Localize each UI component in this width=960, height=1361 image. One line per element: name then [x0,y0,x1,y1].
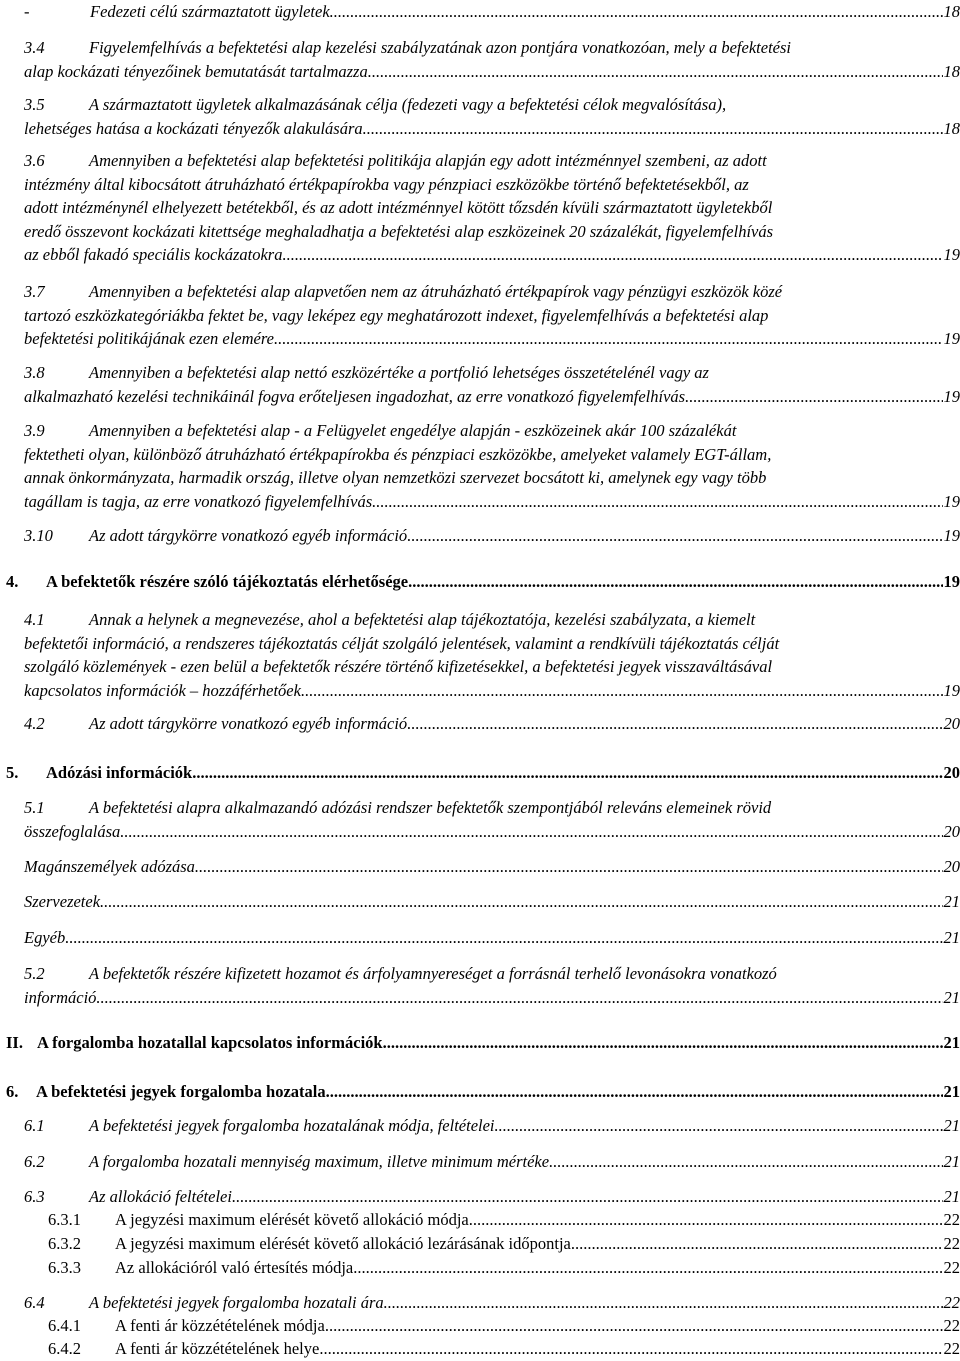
toc-entry[interactable] [6,1080,960,1104]
toc-number: II. [6,1031,37,1055]
toc-title: A forgalomba hozatali mennyiség maximum, illetve minimum mértéke [89,1152,549,1171]
toc-entry[interactable] [48,1208,960,1232]
toc-page-number: 20 [943,761,960,785]
toc-entry[interactable] [6,761,960,785]
toc-entry[interactable] [48,1256,960,1280]
toc-entry[interactable] [24,712,960,736]
toc-entry[interactable] [24,419,960,513]
toc-title: Adózási információk [46,763,192,782]
toc-page-number: 21 [943,1031,960,1055]
toc-title-line: befektetői információ, a rendszeres tájékoztatás célját szolgáló jelentések, valamint a rendkívüli tájékoztatás célját [24,632,960,656]
toc-entry[interactable] [24,524,960,548]
dot-leader [325,1314,943,1338]
dot-leader [469,1208,943,1232]
dot-leader [408,570,942,594]
toc-number: 6.3.3 [48,1256,115,1280]
toc-number: 6.4 [24,1291,89,1315]
toc-page-number: 19 [943,327,960,351]
dot-leader [232,1185,943,1209]
toc-entry[interactable] [24,890,960,914]
toc-title-line: eredő összevont kockázati kitettsége meghaladhatja a befektetési alap eszközeinek 20 százalékát, figyelemfelhívás [24,220,960,244]
toc-title-line: Amennyiben a befektetési alap befektetési politikája alapján egy adott intézménnyel szembeni, az adott [89,151,767,170]
toc-number: 6. [6,1080,36,1104]
toc-page-number: 19 [943,679,960,703]
dot-leader [65,926,942,950]
toc-number: 3.7 [24,280,89,304]
toc-title: Szervezetek [24,890,100,914]
dot-leader [192,761,942,785]
toc-entry[interactable] [24,1291,960,1315]
dot-leader [685,385,942,409]
toc-title-line: alap kockázati tényezőinek bemutatását tartalmazza [24,60,368,84]
toc-title: A fenti ár közzétételének módja [115,1316,325,1335]
toc-page-number: 20 [943,820,960,844]
toc-page-number: 19 [943,490,960,514]
toc-number: 4.1 [24,608,89,632]
toc-page-number: 20 [943,712,960,736]
dot-leader [368,60,943,84]
toc-number: 6.3.1 [48,1208,115,1232]
dot-leader [330,0,943,24]
toc-page-number: 18 [943,60,960,84]
toc-entry[interactable] [24,1150,960,1174]
toc-number: - [24,0,90,24]
toc-title-line: tartozó eszközkategóriákba fektet be, vagy leképez egy meghatározott indexet, figyelemfelhívás a befektetési alap [24,304,960,328]
toc-entry[interactable] [6,1031,960,1055]
toc-title-line: Figyelemfelhívás a befektetési alap kezelési szabályzatának azon pontjára vonatkozóan, mely a befektetési [89,38,791,57]
toc-title: A befektetési jegyek forgalomba hozatalának módja, feltételei [89,1116,495,1135]
toc-page-number: 19 [943,385,960,409]
toc-entry[interactable] [24,93,960,140]
toc-page-number: 21 [943,1185,960,1209]
toc-number: 3.4 [24,36,89,60]
dot-leader [96,986,942,1010]
toc-entry[interactable] [24,855,960,879]
toc-number: 5.2 [24,962,89,986]
dot-leader [100,890,942,914]
dot-leader [384,1291,943,1315]
toc-title: Az adott tárgykörre vonatkozó egyéb információ [89,714,407,733]
toc-number: 6.3 [24,1185,89,1209]
toc-page-number: 21 [943,890,960,914]
toc-page-number: 19 [943,524,960,548]
toc-title: Az allokáció feltételei [89,1187,232,1206]
toc-entry[interactable] [24,962,960,1009]
dot-leader [407,524,942,548]
toc-page-number: 22 [943,1337,960,1361]
toc-entry[interactable] [24,796,960,843]
dot-leader [326,1080,943,1104]
dot-leader [383,1031,943,1055]
dot-leader [274,327,943,351]
toc-title-line: információ [24,986,96,1010]
toc-title-line: Amennyiben a befektetési alap - a Felügyelet engedélye alapján - eszközeinek akár 100 százalékát [89,421,736,440]
toc-number: 3.5 [24,93,89,117]
dot-leader [372,490,942,514]
toc-entry[interactable] [24,149,960,267]
toc-page-number: 22 [943,1256,960,1280]
toc-title-line: annak önkormányzata, harmadik ország, illetve olyan nemzetközi szervezet bocsátott ki, amelynek egy vagy több [24,466,960,490]
toc-number: 6.1 [24,1114,89,1138]
dot-leader [195,855,943,879]
toc-page-number: 18 [943,0,960,24]
toc-entry[interactable] [24,361,960,408]
toc-number: 5.1 [24,796,89,820]
toc-page-number: 19 [943,243,960,267]
toc-page-number: 21 [943,1080,960,1104]
toc-page-number: 20 [943,855,960,879]
dot-leader [549,1150,942,1174]
toc-title-line: lehetséges hatása a kockázati tényezők alakulására [24,117,363,141]
toc-title: A fenti ár közzétételének helye [115,1339,319,1358]
toc-number: 3.6 [24,149,89,173]
toc-entry[interactable] [24,0,960,24]
toc-title: Fedezeti célú származtatott ügyletek [90,2,330,21]
toc-page-number: 19 [943,570,960,594]
toc-entry[interactable] [24,280,960,351]
toc-entry[interactable] [48,1232,960,1256]
toc-title: A forgalomba hozatallal kapcsolatos információk [37,1033,383,1052]
dot-leader [301,679,943,703]
toc-title-line: szolgáló közlemények - ezen belül a befektetők részére történő kifizetésekkel, a befektetési jegyek visszaváltásával [24,655,960,679]
toc-title: Az adott tárgykörre vonatkozó egyéb információ [89,526,407,545]
toc-entry[interactable] [24,926,960,950]
toc-number: 6.3.2 [48,1232,115,1256]
toc-title-line: tagállam is tagja, az erre vonatkozó figyelemfelhívás [24,490,372,514]
toc-page-number: 18 [943,117,960,141]
dot-leader [319,1337,942,1361]
dot-leader [571,1232,943,1256]
toc-entry[interactable] [48,1337,960,1361]
toc-title-line: kapcsolatos információk – hozzáférhetőek [24,679,301,703]
toc-page-number: 21 [943,1114,960,1138]
toc-number: 4.2 [24,712,89,736]
toc-title-line: Amennyiben a befektetési alap nettó eszközértéke a portfolió lehetséges összetételénél vagy az [89,363,709,382]
toc-title-line: A befektetési alapra alkalmazandó adózási rendszer befektetők szempontjából releváns elemeinek rövid [89,798,771,817]
toc-entry[interactable] [24,608,960,702]
toc-entry[interactable] [48,1314,960,1338]
dot-leader [282,243,942,267]
toc-title-line: Amennyiben a befektetési alap alapvetően nem az átruházható értékpapírok vagy pénzügyi eszközök közé [89,282,782,301]
toc-title-line: az ebből fakadó speciális kockázatokra [24,243,282,267]
toc-title: Magánszemélyek adózása [24,855,195,879]
toc-title: A befektetési jegyek forgalomba hozatala [36,1082,326,1101]
toc-page-number: 21 [943,1150,960,1174]
toc-number: 3.10 [24,524,89,548]
toc-title-line: fektetheti olyan, különböző átruházható értékpapírokba és pénzpiaci eszközökbe, amelyeket valamely EGT-állam, [24,443,960,467]
toc-number: 3.8 [24,361,89,385]
dot-leader [407,712,942,736]
toc-title-line: A befektetők részére kifizetett hozamot és árfolyamnyereséget a forrásnál terhelő levonásokra vonatkozó [89,964,777,983]
toc-entry[interactable] [6,570,960,594]
toc-title: A jegyzési maximum elérését követő allokáció lezárásának időpontja [115,1234,571,1253]
toc-title: Az allokációról való értesítés módja [115,1258,353,1277]
toc-title-line: A származtatott ügyletek alkalmazásának célja (fedezeti vagy a befektetési célok megvalósítása), [89,95,726,114]
toc-title-line: intézmény által kibocsátott átruházható értékpapírokba vagy pénzpiaci eszközökbe történő befektetésekből, az [24,173,960,197]
toc-number: 4. [6,570,46,594]
dot-leader [495,1114,943,1138]
toc-page-number: 22 [943,1291,960,1315]
toc-page-number: 21 [943,926,960,950]
toc-number: 5. [6,761,46,785]
toc-title: A jegyzési maximum elérését követő allokáció módja [115,1210,469,1229]
toc-title: A befektetési jegyek forgalomba hozatali ára [89,1293,384,1312]
toc-number: 6.4.1 [48,1314,115,1338]
toc-number: 3.9 [24,419,89,443]
toc-page-number: 21 [943,986,960,1010]
dot-leader [120,820,942,844]
toc-page-number: 22 [943,1232,960,1256]
toc-page-number: 22 [943,1208,960,1232]
toc-title-line: alkalmazható kezelési technikáinál fogva erőteljesen ingadozhat, az erre vonatkozó figyelemfelhívás [24,385,685,409]
toc-page-number: 22 [943,1314,960,1338]
toc-entry[interactable] [24,36,960,83]
dot-leader [353,1256,942,1280]
toc-entry[interactable] [24,1185,960,1209]
dot-leader [363,117,943,141]
toc-number: 6.4.2 [48,1337,115,1361]
toc-title-line: adott intézménynél elhelyezett betétekből, és az adott intézménnyel kötött tőzsdén kívüli származtatott ügyletekből [24,196,960,220]
toc-title: Egyéb [24,926,65,950]
toc-title-line: befektetési politikájának ezen elemére [24,327,274,351]
toc-title: A befektetők részére szóló tájékoztatás elérhetősége [46,572,408,591]
toc-entry[interactable] [24,1114,960,1138]
toc-title-line: Annak a helynek a megnevezése, ahol a befektetési alap tájékoztatója, kezelési szabályzata, a kiemelt [89,610,755,629]
toc-number: 6.2 [24,1150,89,1174]
toc-title-line: összefoglalása [24,820,120,844]
